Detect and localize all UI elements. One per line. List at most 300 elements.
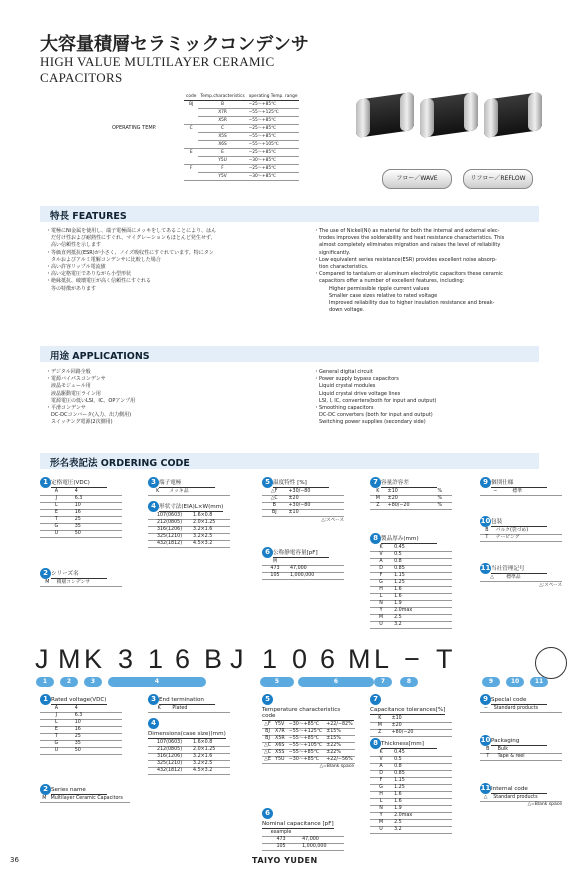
code-char: M xyxy=(58,644,81,674)
text-line: ・等価直列抵抗(ESR)が小さく、ノイズ吸収性にすぐれています。特にタン xyxy=(46,249,214,256)
block-cell: 316(1206) xyxy=(148,754,191,761)
text-line: ・高い許容リップル電流値 xyxy=(46,264,106,271)
en-blocks-b5 xyxy=(262,694,354,769)
code-char: L xyxy=(374,644,390,674)
text-line: ・高い定格電圧でありながら小型形状 xyxy=(46,271,132,278)
temp-table-char: B xyxy=(198,101,246,109)
ja-blocks-b11 xyxy=(480,562,562,588)
number-badge: 9 xyxy=(480,694,491,705)
code-char: K xyxy=(84,644,103,674)
block-cell: M xyxy=(370,615,392,622)
temp-table-code: E xyxy=(189,150,193,156)
block-cell: Standard products xyxy=(491,795,562,802)
ordering-pill: 1 xyxy=(36,677,54,687)
ordering-pill: 4 xyxy=(108,677,206,687)
block-title: 温度特性 [%] xyxy=(273,478,329,488)
text-line: ・The use of Nickel(Ni) as material for both the internal and external elec- xyxy=(314,228,500,234)
temp-table-code xyxy=(184,109,198,117)
block-cell: 1,000,000 xyxy=(288,573,344,580)
ja-blocks-b3 xyxy=(148,476,230,496)
block-cell: 1.15 xyxy=(392,778,452,785)
block-cell: 3.2×1.6 xyxy=(191,754,230,761)
text-line: ・電源バイパスコンデンサ xyxy=(46,376,106,383)
block-title: 当社管理記号 xyxy=(491,564,547,574)
block-cell: A xyxy=(40,706,73,713)
code-char: T xyxy=(436,644,453,674)
block-cell: 107(0603) xyxy=(148,740,191,747)
block-cell: +30/−80 xyxy=(287,489,344,496)
block-cell: 0.8 xyxy=(392,559,452,566)
block-title: シリーズ名 xyxy=(51,569,107,579)
brand: TAIYO YUDEN xyxy=(252,856,318,865)
block-title: Capacitance tolerances[%] xyxy=(370,707,446,713)
temp-table-code: BJ xyxy=(189,102,194,108)
temp-table-label xyxy=(110,165,184,173)
temp-table-char: E xyxy=(198,149,246,157)
block-cell: F xyxy=(370,778,392,785)
block-cell: 50 xyxy=(73,531,122,538)
text-line: DC-DC converters (both for input and output) xyxy=(314,412,433,419)
code-char: 0 xyxy=(292,644,308,674)
text-line: ・Power supply bypass capacitors xyxy=(314,376,399,383)
block-cell: 107(0603) xyxy=(148,513,191,520)
text-line: significantly. xyxy=(314,249,351,256)
en-blocks-b9 xyxy=(480,694,562,713)
block-cell: BJ xyxy=(262,736,273,743)
block-cell: 6.3 xyxy=(73,496,122,503)
block-cell: 4 xyxy=(73,489,122,496)
block-cell: −30～+85℃ xyxy=(287,757,324,764)
block-cell: 432(1812) xyxy=(148,768,191,775)
ordering-pill: 10 xyxy=(506,677,524,687)
block-cell: M xyxy=(370,820,392,827)
text-line: ・Low equivalent series resistance(ESR) provides excellent noise absorp- xyxy=(314,256,497,263)
block-cell: 1.9 xyxy=(392,601,452,608)
number-badge: 11 xyxy=(480,564,491,572)
block-cell: ±22% xyxy=(324,743,354,750)
temp-table-range: −55～+85℃ xyxy=(247,133,300,141)
block-cell: ±20 xyxy=(287,496,344,503)
block-cell: Y5U xyxy=(273,757,287,764)
block-title: 形状寸法(EIA)L×W(mm) xyxy=(159,504,224,510)
text-line: ・General digital circuit xyxy=(314,369,373,375)
en-blocks-b10 xyxy=(480,735,562,761)
block-cell: 10 xyxy=(73,720,122,727)
number-badge: 5 xyxy=(262,477,273,488)
block-cell: 2.0×1.25 xyxy=(191,747,230,754)
block-cell: D xyxy=(370,566,392,573)
ja-blocks-b5 xyxy=(262,476,344,523)
block-cell: △C xyxy=(264,743,272,748)
block-title: 個別仕様 xyxy=(491,478,547,488)
block-cell: −55～+125℃ xyxy=(288,729,323,734)
block-cell: テーピング xyxy=(494,535,562,542)
block-cell: ±10 xyxy=(386,489,436,496)
title-en-line2: CAPACITORS xyxy=(40,70,123,85)
block-cell: G xyxy=(370,580,392,587)
block-cell: 47,000 xyxy=(288,566,344,573)
block-cell: Bulk xyxy=(496,747,562,754)
block-cell: +80/−20 xyxy=(390,730,452,737)
features-header xyxy=(40,206,539,222)
block-note: △=Blank space xyxy=(319,764,354,769)
temp-table-code: F xyxy=(189,166,193,172)
features-heading: 特長 FEATURES xyxy=(50,211,127,222)
block-cell: K xyxy=(370,750,392,757)
block-cell: G xyxy=(370,785,392,792)
block-cell: A xyxy=(370,764,392,771)
block-cell: X6S xyxy=(273,743,287,750)
block-cell: A xyxy=(40,489,73,496)
code-char: 1 xyxy=(148,644,164,674)
block-title: Internal code xyxy=(491,786,547,794)
reflow-badge: リフロー／REFLOW xyxy=(463,169,533,189)
text-line: trodes improves the solderability and heat resistance characteristics. This xyxy=(314,235,505,242)
capacitor-image xyxy=(356,92,556,152)
text-line: タルおよびアルミ電解コンデンサに比較した場合 xyxy=(46,256,161,263)
block-cell: M xyxy=(370,496,386,503)
block-cell: B xyxy=(480,528,494,535)
temp-table-range: −25～+85℃ xyxy=(247,149,300,157)
block-cell: G xyxy=(40,524,73,531)
en-blocks-b4 xyxy=(148,718,230,775)
block-cell: 35 xyxy=(73,741,122,748)
text-line: down voltage. xyxy=(314,307,365,314)
en-blocks-b8 xyxy=(370,738,452,834)
temp-table-char: Y5V xyxy=(198,173,246,181)
temp-table-label xyxy=(110,117,184,125)
number-badge: 11 xyxy=(480,784,491,792)
block-title: 公称静電容量[pF] xyxy=(273,548,329,558)
block-cell: 1.6×0.8 xyxy=(191,513,230,520)
temp-table-label xyxy=(110,157,184,165)
block-cell: 標準 xyxy=(510,489,562,496)
block-cell: 50 xyxy=(73,748,122,755)
features-en xyxy=(314,228,544,314)
temp-table-char: X5S xyxy=(198,133,246,141)
text-line: 等の特徴があります xyxy=(46,285,97,292)
number-badge: 9 xyxy=(480,477,491,488)
temp-table xyxy=(110,93,299,181)
block-cell: +22/−82% xyxy=(326,722,353,727)
block-cell: −55～+105℃ xyxy=(288,743,323,748)
text-line: Switching power supplies (secondary side) xyxy=(314,419,426,426)
code-char: J xyxy=(35,644,49,674)
block-cell: 35 xyxy=(73,524,122,531)
block-cell: 1.6 xyxy=(392,799,452,806)
ordering-heading: 形名表記法 ORDERING CODE xyxy=(50,458,190,469)
en-blocks-b7 xyxy=(370,694,452,737)
block-cell: ±10 xyxy=(390,716,452,723)
number-badge: 8 xyxy=(370,533,381,544)
block-cell: −55～+85℃ xyxy=(287,736,324,743)
text-line: DC-DCコンバータ(入力、出力側用) xyxy=(46,412,132,419)
block-title: 定格電圧(VDC) xyxy=(51,478,107,488)
temp-table-range: −55～+105℃ xyxy=(247,141,300,149)
block-note: △:スペース xyxy=(539,583,562,588)
block-cell: N xyxy=(370,601,392,608)
block-cell: 10 xyxy=(73,503,122,510)
block-cell: △F xyxy=(262,489,287,496)
ja-blocks-b8 xyxy=(370,532,452,629)
text-line: 液晶駆動電圧ライン用 xyxy=(46,390,101,397)
temp-table-code xyxy=(184,141,198,149)
temp-table-blank xyxy=(110,93,184,101)
text-line: Smaller case sizes relative to rated voltage xyxy=(314,292,438,299)
temp-table-range: −55～+85℃ xyxy=(247,117,300,125)
block-cell: % xyxy=(436,503,453,510)
code-char: 3 xyxy=(118,644,134,674)
block-cell: 4.5×3.2 xyxy=(191,768,230,775)
number-badge: 2 xyxy=(40,568,51,579)
en-blocks-b3 xyxy=(148,694,230,713)
applications-heading: 用途 APPLICATIONS xyxy=(50,351,150,362)
block-cell: △ xyxy=(480,795,491,802)
block-cell: 105 xyxy=(262,844,300,851)
block-cell: Y5V xyxy=(273,722,287,729)
block-cell: Y xyxy=(370,608,392,615)
block-cell: ±15% xyxy=(324,736,354,743)
block-cell: +30/−80 xyxy=(287,503,344,510)
block-cell: メッキ品 xyxy=(167,489,230,496)
block-cell: A xyxy=(370,559,392,566)
block-cell: U xyxy=(370,622,392,629)
temp-table-range: −30～+85℃ xyxy=(247,157,300,165)
block-cell: −30～+85℃ xyxy=(287,722,324,729)
temp-table-code: C xyxy=(189,126,193,132)
code-char: − xyxy=(404,644,420,674)
block-cell: % xyxy=(436,496,453,503)
temp-table-char: X5R xyxy=(198,117,246,125)
temp-table-label xyxy=(110,141,184,149)
block-cell: M xyxy=(40,796,49,803)
block-cell: 0.85 xyxy=(392,566,452,573)
block-cell: +80/−20 xyxy=(386,503,436,510)
block-title: Nominal capacitance [pF] xyxy=(262,821,334,827)
temp-table-char: F xyxy=(198,165,246,173)
block-cell: K xyxy=(370,489,386,496)
ja-blocks-b9 xyxy=(480,476,562,496)
block-cell: 1.25 xyxy=(392,580,452,587)
block-cell: U xyxy=(40,748,73,755)
number-badge: 10 xyxy=(480,517,491,525)
block-cell: K xyxy=(370,716,390,723)
block-title: 端子電極 xyxy=(159,478,215,488)
temp-table-header: Temp.characteristics xyxy=(200,94,245,99)
block-cell: K xyxy=(148,489,167,496)
block-cell: 2.0×1.25 xyxy=(191,520,230,527)
block-cell: E xyxy=(40,510,73,517)
number-badge: 4 xyxy=(148,501,159,512)
block-cell: N xyxy=(370,806,392,813)
block-cell: ±22% xyxy=(324,750,354,757)
temp-table-code xyxy=(184,157,198,165)
block-cell: % xyxy=(436,489,453,496)
block-title: 容量許容差 xyxy=(381,478,437,488)
text-line: スイッチング電源(2次側用) xyxy=(46,419,113,426)
number-badge: 1 xyxy=(40,694,51,705)
block-cell: 25 xyxy=(73,517,122,524)
block-cell: 3.2 xyxy=(392,827,452,834)
ordering-pill: 5 xyxy=(260,677,294,687)
block-cell: 3.2 xyxy=(392,622,452,629)
block-cell: K xyxy=(148,706,170,713)
block-cell: 1.6 xyxy=(392,594,452,601)
temp-table-label xyxy=(110,173,184,181)
block-cell: Tape & reel xyxy=(496,754,562,761)
text-line: tion characteristics. xyxy=(314,264,369,271)
block-title: Thickness[mm] xyxy=(381,741,437,749)
block-cell: U xyxy=(40,531,73,538)
block-cell: 1.9 xyxy=(392,806,452,813)
block-cell: 6.3 xyxy=(73,713,122,720)
block-cell: U xyxy=(370,827,392,834)
text-line: almost completely eliminates migration and raises the level of reliability xyxy=(314,242,501,249)
text-line: ・Smoothing capacitors xyxy=(314,405,374,412)
block-cell: Standard products xyxy=(492,706,562,713)
block-cell: 325(1210) xyxy=(148,761,191,768)
block-title: Special code xyxy=(491,697,547,705)
block-cell: L xyxy=(370,594,392,601)
number-badge: 5 xyxy=(262,694,273,705)
temp-table-code xyxy=(184,173,198,181)
text-line: Higher permissible ripple current values xyxy=(314,285,430,292)
block-cell: +22/−56% xyxy=(326,757,353,762)
ordering-pill: 8 xyxy=(400,677,418,687)
code-char: B xyxy=(204,644,223,674)
block-cell: 212(0805) xyxy=(148,520,191,527)
wave-badge: フロー／WAVE xyxy=(382,169,452,189)
code-char: M xyxy=(348,644,371,674)
block-cell: 2.5 xyxy=(392,820,452,827)
ja-blocks-b4 xyxy=(148,500,230,548)
temp-table-char: X7R xyxy=(198,109,246,117)
ordering-pill: 9 xyxy=(482,677,500,687)
features-ja xyxy=(46,228,296,293)
text-line: ・デジタル回路全般 xyxy=(46,369,91,375)
block-cell: example xyxy=(262,830,300,837)
ja-blocks-b2 xyxy=(40,567,122,587)
block-cell: J xyxy=(40,713,73,720)
block-cell: E xyxy=(40,727,73,734)
block-cell: F xyxy=(370,573,392,580)
block-cell: 4 xyxy=(73,706,122,713)
block-cell: 432(1812) xyxy=(148,541,191,548)
text-line: capacitors offer a number of excellent features, including: xyxy=(314,278,465,285)
title-en-line1: HIGH VALUE MULTILAYER CERAMIC xyxy=(40,54,275,69)
block-cell: T xyxy=(480,535,494,542)
block-cell: X7R xyxy=(275,729,285,734)
block-cell: バルク(袋づめ) xyxy=(494,528,562,535)
block-cell: 473 xyxy=(262,566,288,573)
temp-table-header: code xyxy=(186,94,197,99)
block-cell: ±20 xyxy=(390,723,452,730)
applications-ja xyxy=(46,369,296,427)
block-cell: 0.8 xyxy=(392,764,452,771)
block-cell: ±10 xyxy=(287,510,344,517)
block-cell: −55～+85℃ xyxy=(287,750,324,757)
temp-table-label xyxy=(110,133,184,141)
block-cell: 0.85 xyxy=(392,771,452,778)
block-cell: Multilayer Ceramic Capacitors xyxy=(49,796,130,803)
temp-table-range: −25～+85℃ xyxy=(247,101,300,109)
block-cell: △F xyxy=(262,722,273,729)
block-cell: M xyxy=(40,580,55,587)
text-line: ・Compared to tantalum or aluminum electrolytic capacitors these ceramic xyxy=(314,271,503,278)
text-line: LSI, I, IC, converters(both for input and output) xyxy=(314,397,437,404)
text-line: Liquid crystal drive voltage lines xyxy=(314,390,401,397)
number-badge: 7 xyxy=(370,694,381,705)
block-title: Series name xyxy=(51,787,107,795)
block-title: Rated voltage(VDC) xyxy=(51,697,107,703)
block-cell: 2.0max xyxy=(392,608,452,615)
block-title: End termination xyxy=(159,697,215,705)
ordering-pill: 11 xyxy=(530,677,548,687)
block-cell: L xyxy=(40,503,73,510)
block-cell: 25 xyxy=(73,734,122,741)
block-cell: 3.2×2.5 xyxy=(191,534,230,541)
number-badge: 3 xyxy=(148,477,159,488)
temp-table-label xyxy=(110,149,184,157)
text-line: 高い信頼性を示します xyxy=(46,242,102,249)
number-badge: 4 xyxy=(148,718,159,729)
block-cell: △C xyxy=(262,496,287,503)
block-cell: M xyxy=(370,723,390,730)
temp-table-range: −30～+85℃ xyxy=(247,173,300,181)
block-note: △:スペース xyxy=(321,518,344,523)
block-cell: T xyxy=(480,754,496,761)
text-line: Improved reliability due to higher insulation resistance and break- xyxy=(314,300,495,307)
block-cell: △C xyxy=(264,750,272,755)
block-cell: ±20 xyxy=(386,496,436,503)
block-cell: T xyxy=(40,517,73,524)
number-badge: 8 xyxy=(370,738,381,749)
block-cell: Plated xyxy=(170,706,230,713)
temp-table-range: −25～+85℃ xyxy=(247,165,300,173)
block-cell: △E xyxy=(262,757,273,764)
number-badge: 2 xyxy=(40,784,51,795)
block-cell: 1,000,000 xyxy=(300,844,344,851)
ordering-pill: 2 xyxy=(60,677,78,687)
blank-circle xyxy=(535,647,567,679)
block-cell: 0.5 xyxy=(392,757,452,764)
block-cell: Z xyxy=(370,503,386,510)
block-cell: L xyxy=(40,720,73,727)
block-cell: X5R xyxy=(275,736,285,741)
block-cell: 0.45 xyxy=(392,545,452,552)
temp-table-range: −25～+85℃ xyxy=(247,125,300,133)
ja-blocks-b6 xyxy=(262,546,344,580)
block-cell: V xyxy=(370,757,392,764)
block-cell: − xyxy=(480,489,510,496)
block-cell: Z xyxy=(370,730,390,737)
number-badge: 10 xyxy=(480,736,491,744)
block-cell: B xyxy=(262,503,287,510)
temp-table-code xyxy=(184,133,198,141)
temp-table-label xyxy=(110,101,184,109)
page-number: 36 xyxy=(10,856,19,864)
en-blocks-b6 xyxy=(262,808,344,851)
block-cell: BJ xyxy=(262,510,287,517)
en-blocks-b2 xyxy=(40,784,130,803)
applications-header xyxy=(40,346,539,362)
text-line: 液晶モジュール用 xyxy=(46,383,91,390)
block-cell: 1.15 xyxy=(392,573,452,580)
temp-table-label xyxy=(110,109,184,117)
block-cell: 105 xyxy=(262,573,288,580)
block-cell: − xyxy=(480,706,492,713)
block-cell: T xyxy=(40,734,73,741)
